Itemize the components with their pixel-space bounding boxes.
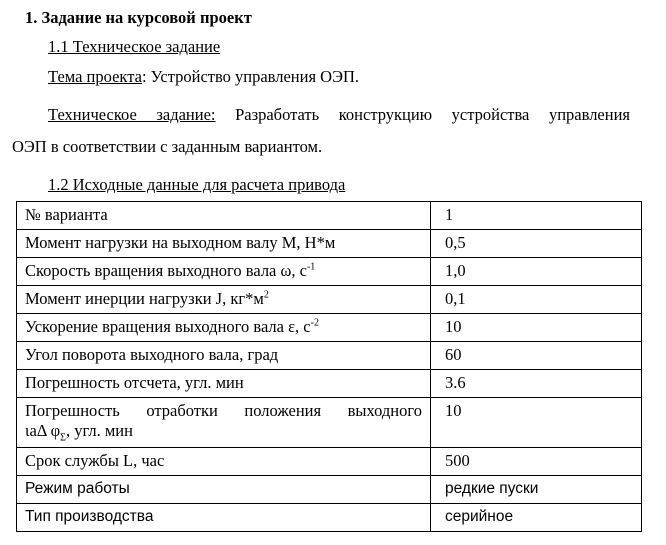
- param-text: Скорость вращения выходного вала ω, с: [25, 261, 307, 280]
- table-cell-value: 1: [431, 202, 642, 230]
- table-cell-param: [17, 286, 431, 314]
- table-cell-param: [17, 398, 431, 448]
- table-cell-param: Момент нагрузки на выходном валу М, Н*м: [17, 230, 431, 258]
- section-title-technical-task: 1.1 Техническое задание: [48, 37, 221, 56]
- param-subscript: Σ: [60, 432, 66, 444]
- table-cell-value: 60: [431, 342, 642, 370]
- technical-task-line-2: ОЭП в соответствии с заданным вариантом.: [12, 137, 323, 156]
- table-cell-param: Угол поворота выходного вала, град: [17, 342, 431, 370]
- project-theme-value: Устройство управления ОЭП.: [150, 67, 360, 86]
- table-cell-value: 3.6: [431, 370, 642, 398]
- page-heading: 1. Задание на курсовой проект: [25, 8, 252, 27]
- table-cell-value: 10: [431, 398, 642, 448]
- param-text: ιаΔ φ: [25, 421, 61, 440]
- table-cell-param: № варианта: [17, 202, 431, 230]
- table-row: [17, 448, 642, 476]
- table-row: [17, 286, 642, 314]
- param-text: Момент инерции нагрузки J, кг*м: [25, 289, 264, 308]
- table-cell-param: [17, 314, 431, 342]
- table-cell-param: Срок службы L, час: [17, 448, 431, 476]
- param-superscript: -2: [310, 317, 319, 329]
- table-cell-value: 0,1: [431, 286, 642, 314]
- section-title-source-data: 1.2 Исходные данные для расчета привода: [48, 175, 346, 194]
- table-cell-value: 1,0: [431, 258, 642, 286]
- source-data-table: [16, 201, 642, 532]
- table-cell-param: [17, 258, 431, 286]
- table-cell-param: Тип производства: [17, 504, 431, 532]
- table-cell-value: 500: [431, 448, 642, 476]
- project-theme: [48, 67, 359, 87]
- param-text-line-1: Погрешность отработки положения выходного: [25, 401, 422, 420]
- table-row: [17, 370, 642, 398]
- project-theme-separator: :: [141, 67, 151, 86]
- table-row: [17, 314, 642, 342]
- table-cell-value: 0,5: [431, 230, 642, 258]
- param-text-tail: , угл. мин: [65, 421, 133, 440]
- table-row: [17, 476, 642, 504]
- table-cell-param: Погрешность отсчета, угл. мин: [17, 370, 431, 398]
- project-theme-label: Тема проекта: [48, 67, 142, 86]
- table-row: [17, 230, 642, 258]
- technical-task-label: Техническое задание:: [48, 105, 216, 124]
- technical-task-line-1: [48, 105, 630, 125]
- param-superscript: -1: [306, 261, 316, 273]
- table-cell-value: 10: [431, 314, 642, 342]
- param-text-line-2: [25, 421, 133, 444]
- param-text: Ускорение вращения выходного вала ε, с: [25, 317, 311, 336]
- technical-task-text-1: Разработать конструкцию устройства управления: [235, 105, 630, 124]
- table-row: [17, 202, 642, 230]
- table-row: [17, 504, 642, 532]
- table-row: [17, 398, 642, 448]
- table-cell-value: редкие пуски: [431, 476, 642, 504]
- table-row: [17, 258, 642, 286]
- table-row: [17, 342, 642, 370]
- table-cell-param: Режим работы: [17, 476, 431, 504]
- param-superscript: 2: [263, 289, 269, 301]
- table-cell-value: серийное: [431, 504, 642, 532]
